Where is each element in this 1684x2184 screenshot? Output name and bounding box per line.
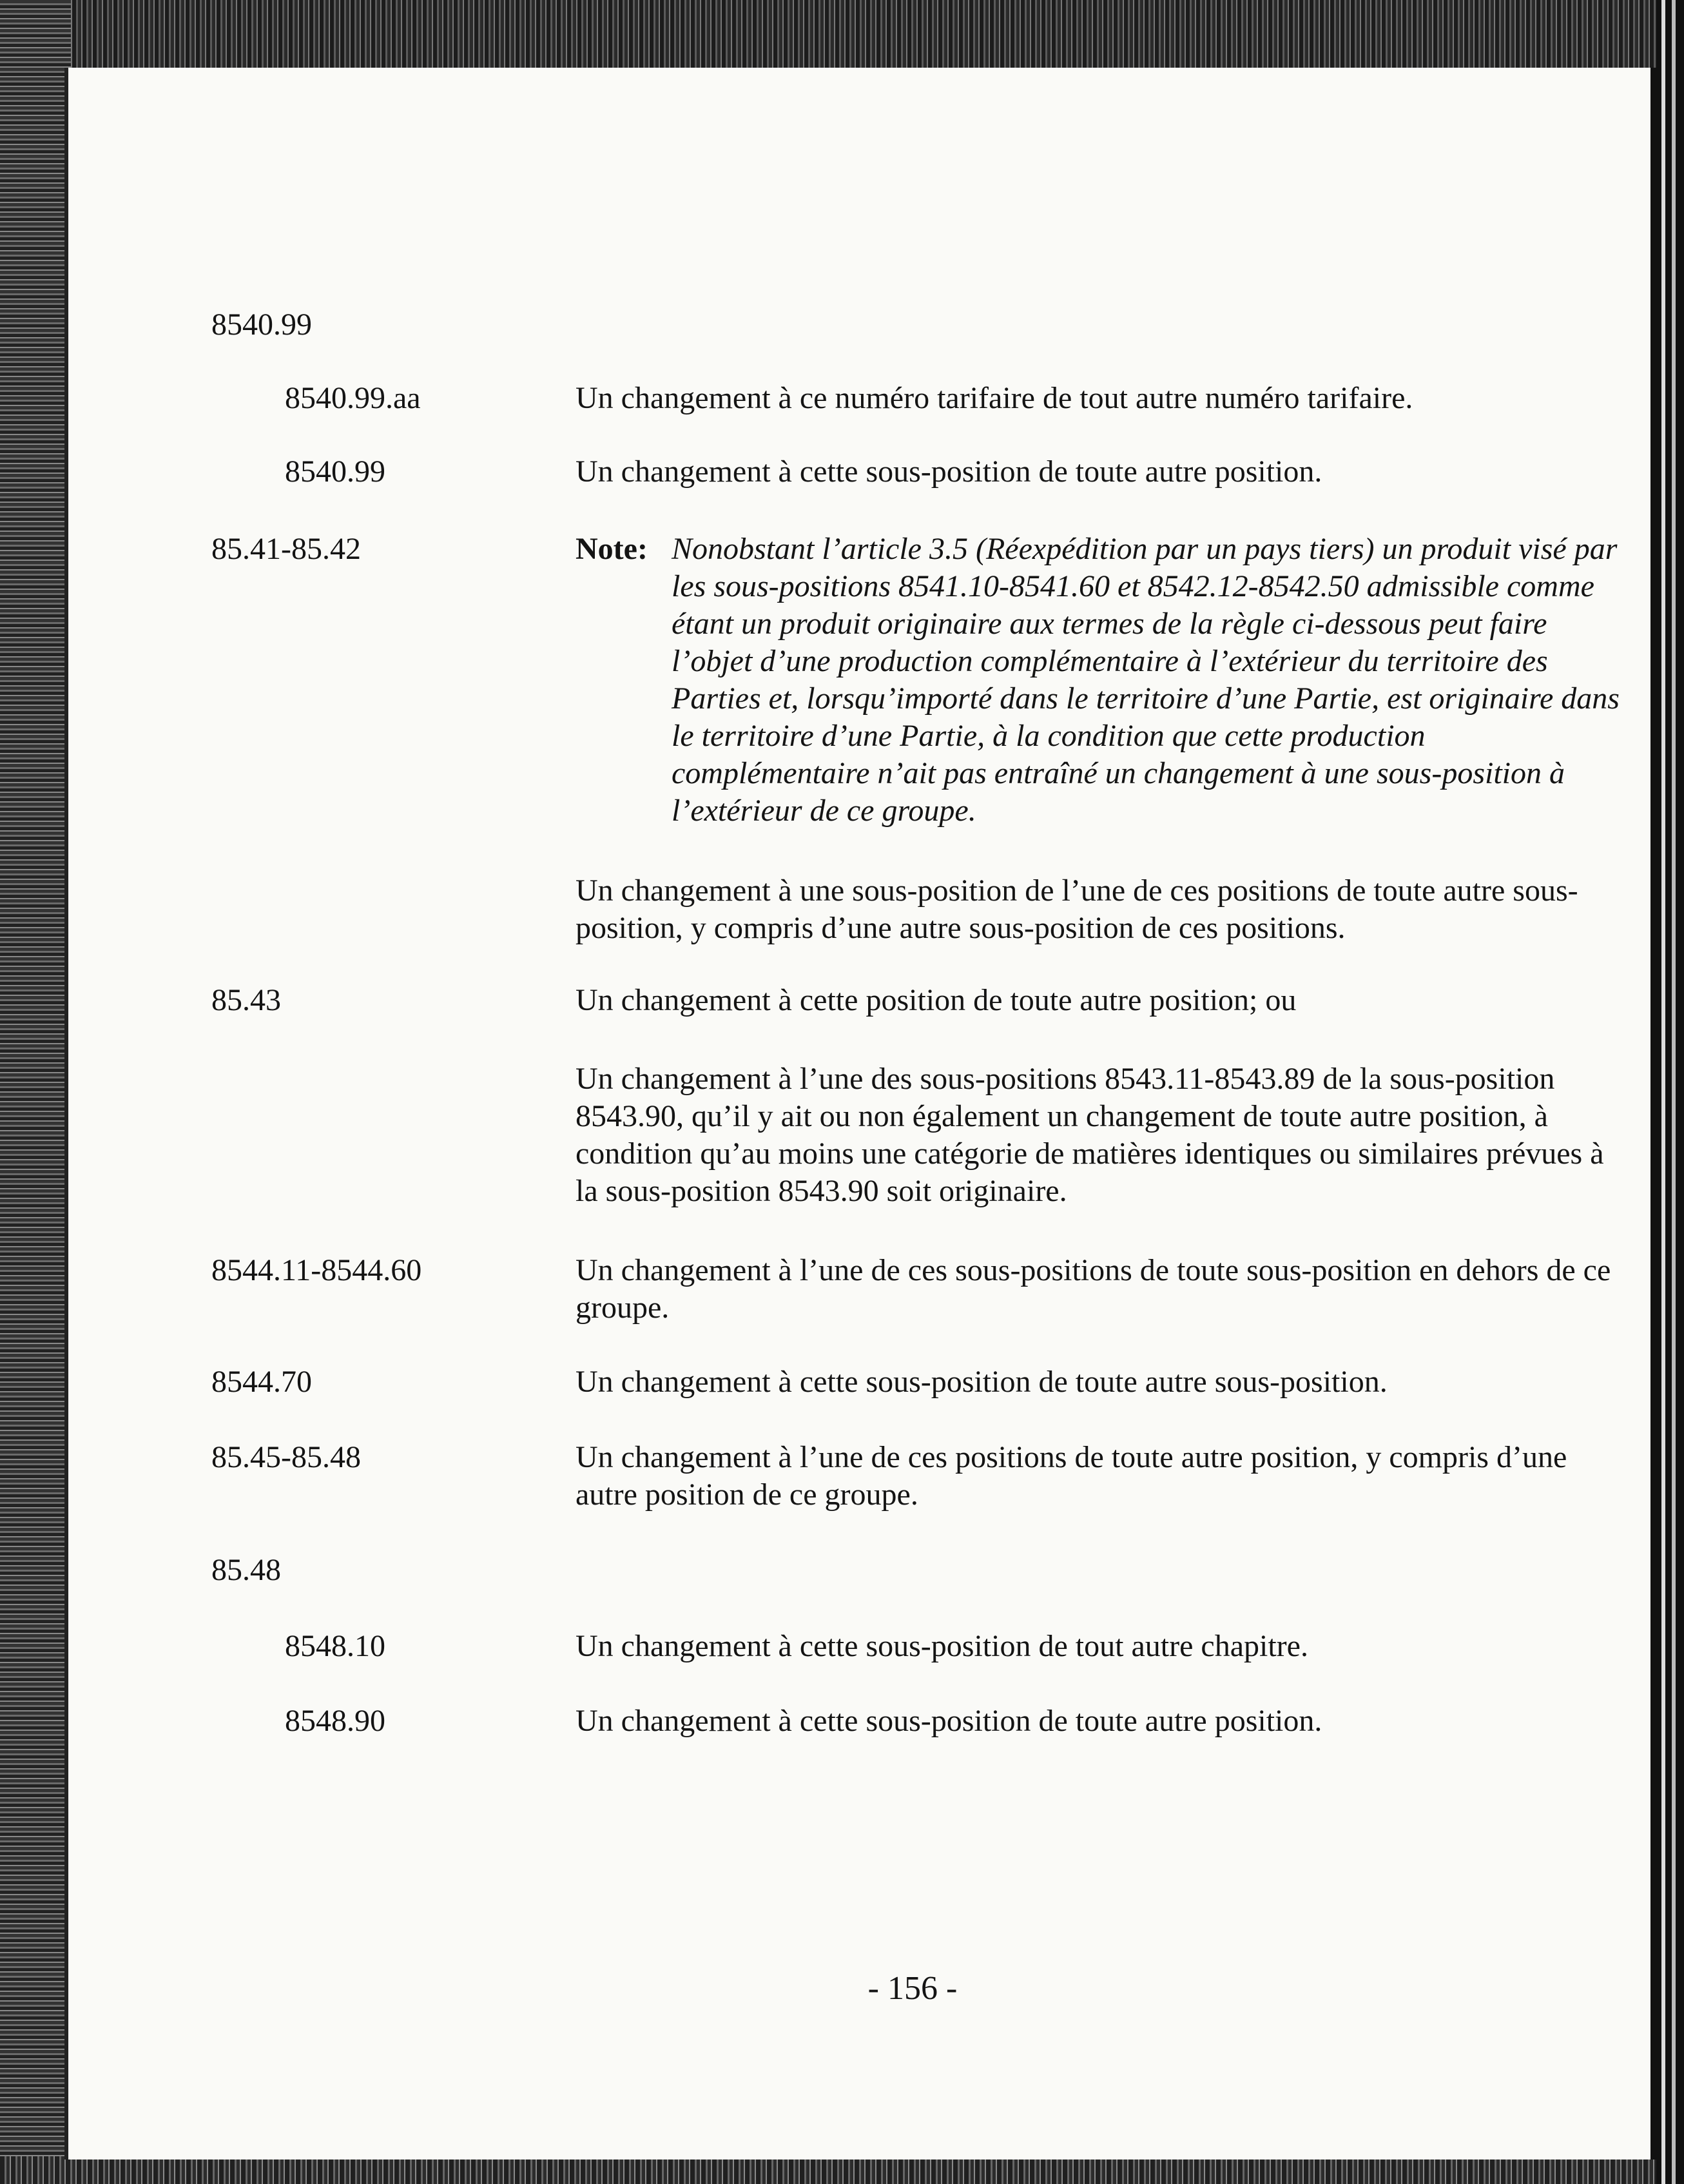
rule-text: Un changement à l’une de ces sous-positions de toute sous-position en dehors de ce groupe. bbox=[576, 1253, 1611, 1325]
tariff-code: 8544.70 bbox=[211, 1365, 312, 1399]
tariff-code: 85.41-85.42 bbox=[211, 532, 361, 566]
tariff-code: 85.43 bbox=[211, 983, 281, 1017]
tariff-code: 85.45-85.48 bbox=[211, 1440, 361, 1474]
document-page bbox=[64, 68, 1660, 2160]
rule-text: Un changement à cette sous-position de toute autre position. bbox=[576, 454, 1322, 489]
rule-text: Un changement à ce numéro tarifaire de tout autre numéro tarifaire. bbox=[576, 381, 1413, 415]
page-number: - 156 - bbox=[867, 1970, 958, 2007]
note-label: Note: bbox=[576, 532, 648, 566]
tariff-code: 85.48 bbox=[211, 1553, 281, 1587]
rule-text: Un changement à une sous-position de l’une de ces positions de toute autre sous-position, y compris d’une autre sous-position de ces positions. bbox=[576, 873, 1578, 945]
rule-text: Un changement à cette sous-position de tout autre chapitre. bbox=[576, 1629, 1308, 1663]
scan-border-left bbox=[0, 0, 71, 2184]
tariff-code: 8540.99 bbox=[285, 454, 385, 489]
scan-border-right bbox=[1656, 0, 1684, 2184]
note-text: Nonobstant l’article 3.5 (Réexpédition par un pays tiers) un produit visé par les sous-positions 8541.10-8541.60 et 8542.12-8542.50 admissible comme étant un produit originaire aux termes de la règle ci-dessous peut faire l’objet d’une production complémentaire à l’extérieur du territoire des Parties et, lorsqu’importé dans le territoire d’une Partie, est originaire dans le territoire d’une Partie, à la condition que cette production complémentaire n’ait pas entraîné un changement à une sous-position à l’extérieur de ce groupe. bbox=[672, 532, 1620, 828]
rule-text: Un changement à l’une de ces positions de toute autre position, y compris d’une autre position de ce groupe. bbox=[576, 1440, 1567, 1512]
tariff-code: 8540.99.aa bbox=[285, 381, 421, 415]
tariff-code: 8548.10 bbox=[285, 1629, 385, 1663]
scan-border-bottom bbox=[0, 2156, 1684, 2184]
scan-border-top bbox=[0, 0, 1684, 71]
rule-text: Un changement à cette sous-position de toute autre position. bbox=[576, 1704, 1322, 1738]
tariff-code: 8544.11-8544.60 bbox=[211, 1253, 422, 1287]
rule-text-alt: Un changement à l’une des sous-positions 8543.11-8543.89 de la sous-position 8543.90, qu’il y ait ou non également un changement de toute autre position, à condition qu’au moins une catégorie de matières identiques ou similaires prévues à la sous-position 8543.90 soit originaire. bbox=[576, 1062, 1604, 1208]
tariff-code: 8540.99 bbox=[211, 307, 312, 342]
rule-text: Un changement à cette position de toute autre position; ou bbox=[576, 983, 1297, 1017]
tariff-code: 8548.90 bbox=[285, 1704, 385, 1738]
rule-text: Un changement à cette sous-position de toute autre sous-position. bbox=[576, 1365, 1388, 1399]
